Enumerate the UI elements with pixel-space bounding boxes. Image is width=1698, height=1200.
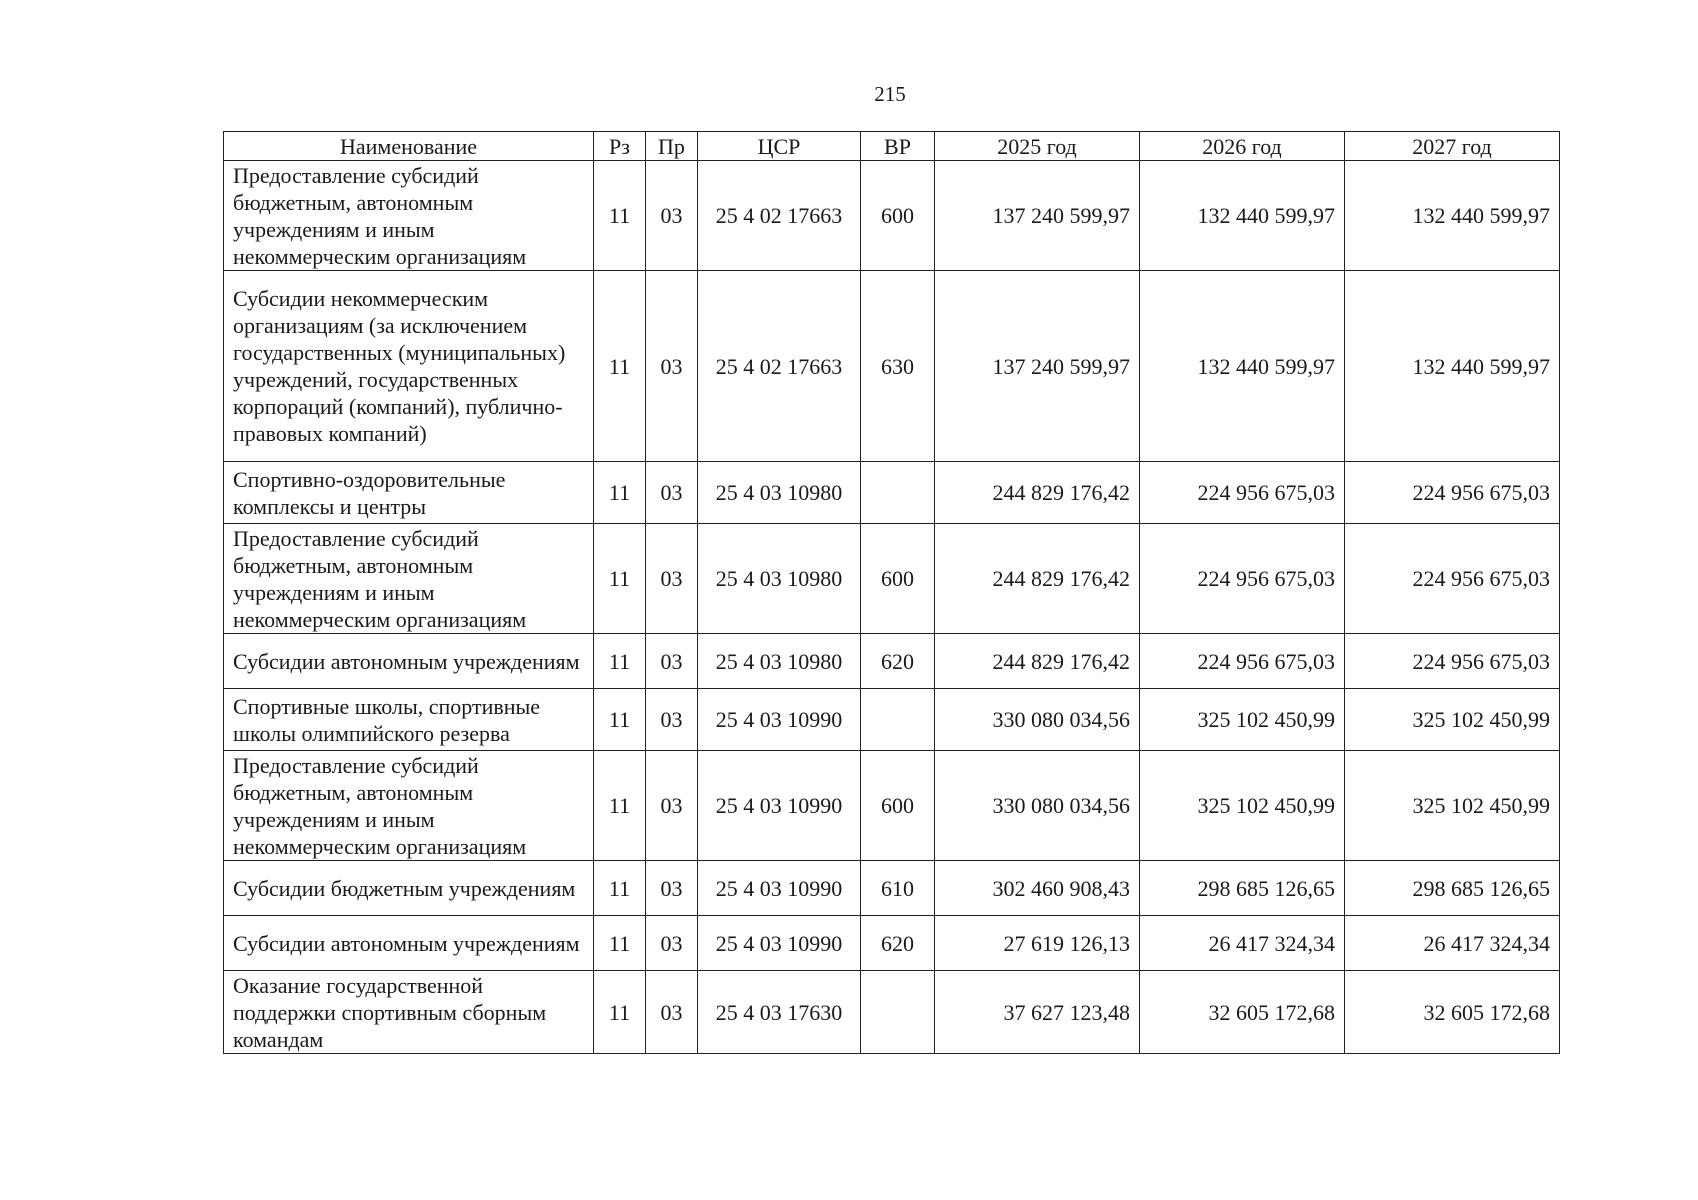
row-pr: 03 (646, 971, 698, 1054)
row-2025: 244 829 176,42 (935, 634, 1140, 689)
row-2026: 325 102 450,99 (1140, 751, 1345, 861)
row-2027: 224 956 675,03 (1345, 462, 1560, 524)
table-header-row (224, 132, 1560, 161)
row-2025: 27 619 126,13 (935, 916, 1140, 971)
table-row (224, 689, 1560, 751)
row-name: Предоставление субсидий бюджетным, автономным учреждениям и иным некоммерческим организациям (224, 524, 594, 634)
row-name: Субсидии бюджетным учреждениям (224, 861, 594, 916)
row-2026: 224 956 675,03 (1140, 462, 1345, 524)
row-2025: 244 829 176,42 (935, 524, 1140, 634)
row-2025: 244 829 176,42 (935, 462, 1140, 524)
row-2027: 325 102 450,99 (1345, 689, 1560, 751)
row-2027: 325 102 450,99 (1345, 751, 1560, 861)
row-pr: 03 (646, 524, 698, 634)
table-row (224, 161, 1560, 271)
row-2025: 37 627 123,48 (935, 971, 1140, 1054)
row-csr: 25 4 02 17663 (698, 161, 861, 271)
row-rz: 11 (594, 462, 646, 524)
row-2025: 137 240 599,97 (935, 271, 1140, 462)
header-name: Наименование (224, 132, 594, 161)
row-2025: 330 080 034,56 (935, 751, 1140, 861)
row-csr: 25 4 03 10990 (698, 689, 861, 751)
row-csr: 25 4 03 17630 (698, 971, 861, 1054)
row-rz: 11 (594, 634, 646, 689)
row-name: Спортивно-оздоровительные комплексы и центры (224, 462, 594, 524)
table-row (224, 462, 1560, 524)
row-2026: 32 605 172,68 (1140, 971, 1345, 1054)
row-2026: 224 956 675,03 (1140, 524, 1345, 634)
row-name: Предоставление субсидий бюджетным, автономным учреждениям и иным некоммерческим организациям (224, 751, 594, 861)
row-pr: 03 (646, 462, 698, 524)
row-rz: 11 (594, 271, 646, 462)
header-2026: 2026 год (1140, 132, 1345, 161)
row-vr (861, 689, 935, 751)
row-vr: 610 (861, 861, 935, 916)
row-vr: 630 (861, 271, 935, 462)
row-2026: 26 417 324,34 (1140, 916, 1345, 971)
row-rz: 11 (594, 916, 646, 971)
row-csr: 25 4 03 10980 (698, 634, 861, 689)
table-row (224, 751, 1560, 861)
row-2026: 224 956 675,03 (1140, 634, 1345, 689)
table-row (224, 271, 1560, 462)
row-2026: 298 685 126,65 (1140, 861, 1345, 916)
row-2027: 224 956 675,03 (1345, 524, 1560, 634)
row-vr: 620 (861, 916, 935, 971)
row-vr: 600 (861, 751, 935, 861)
budget-table (223, 131, 1560, 1054)
header-2027: 2027 год (1345, 132, 1560, 161)
row-2025: 302 460 908,43 (935, 861, 1140, 916)
row-pr: 03 (646, 916, 698, 971)
row-csr: 25 4 03 10990 (698, 861, 861, 916)
row-csr: 25 4 03 10990 (698, 751, 861, 861)
row-rz: 11 (594, 971, 646, 1054)
row-vr: 600 (861, 161, 935, 271)
row-2027: 32 605 172,68 (1345, 971, 1560, 1054)
row-rz: 11 (594, 861, 646, 916)
row-csr: 25 4 03 10980 (698, 462, 861, 524)
row-vr (861, 971, 935, 1054)
row-pr: 03 (646, 861, 698, 916)
table-row (224, 524, 1560, 634)
header-2025: 2025 год (935, 132, 1140, 161)
header-csr: ЦСР (698, 132, 861, 161)
row-vr (861, 462, 935, 524)
row-pr: 03 (646, 751, 698, 861)
row-2027: 224 956 675,03 (1345, 634, 1560, 689)
row-vr: 600 (861, 524, 935, 634)
row-2026: 132 440 599,97 (1140, 271, 1345, 462)
row-pr: 03 (646, 634, 698, 689)
row-name: Предоставление субсидий бюджетным, автономным учреждениям и иным некоммерческим организациям (224, 161, 594, 271)
table-row (224, 861, 1560, 916)
row-2026: 132 440 599,97 (1140, 161, 1345, 271)
row-2027: 132 440 599,97 (1345, 271, 1560, 462)
row-2025: 137 240 599,97 (935, 161, 1140, 271)
row-2025: 330 080 034,56 (935, 689, 1140, 751)
table-row (224, 634, 1560, 689)
row-pr: 03 (646, 271, 698, 462)
row-rz: 11 (594, 524, 646, 634)
row-name: Субсидии некоммерческим организациям (за исключением государственных (муниципальных) учреждений, государственных корпораций (компаний), публично-правовых компаний) (224, 271, 594, 462)
row-rz: 11 (594, 161, 646, 271)
row-name: Спортивные школы, спортивные школы олимпийского резерва (224, 689, 594, 751)
row-rz: 11 (594, 689, 646, 751)
row-pr: 03 (646, 161, 698, 271)
row-name: Субсидии автономным учреждениям (224, 634, 594, 689)
table-row (224, 971, 1560, 1054)
row-vr: 620 (861, 634, 935, 689)
row-csr: 25 4 03 10980 (698, 524, 861, 634)
row-name: Оказание государственной поддержки спортивным сборным командам (224, 971, 594, 1054)
row-name: Субсидии автономным учреждениям (224, 916, 594, 971)
row-2027: 26 417 324,34 (1345, 916, 1560, 971)
header-pr: Пр (646, 132, 698, 161)
table-row (224, 916, 1560, 971)
row-2027: 132 440 599,97 (1345, 161, 1560, 271)
page-number: 215 (874, 82, 906, 106)
row-2027: 298 685 126,65 (1345, 861, 1560, 916)
row-rz: 11 (594, 751, 646, 861)
row-csr: 25 4 03 10990 (698, 916, 861, 971)
row-2026: 325 102 450,99 (1140, 689, 1345, 751)
header-vr: ВР (861, 132, 935, 161)
row-pr: 03 (646, 689, 698, 751)
header-rz: Рз (594, 132, 646, 161)
row-csr: 25 4 02 17663 (698, 271, 861, 462)
